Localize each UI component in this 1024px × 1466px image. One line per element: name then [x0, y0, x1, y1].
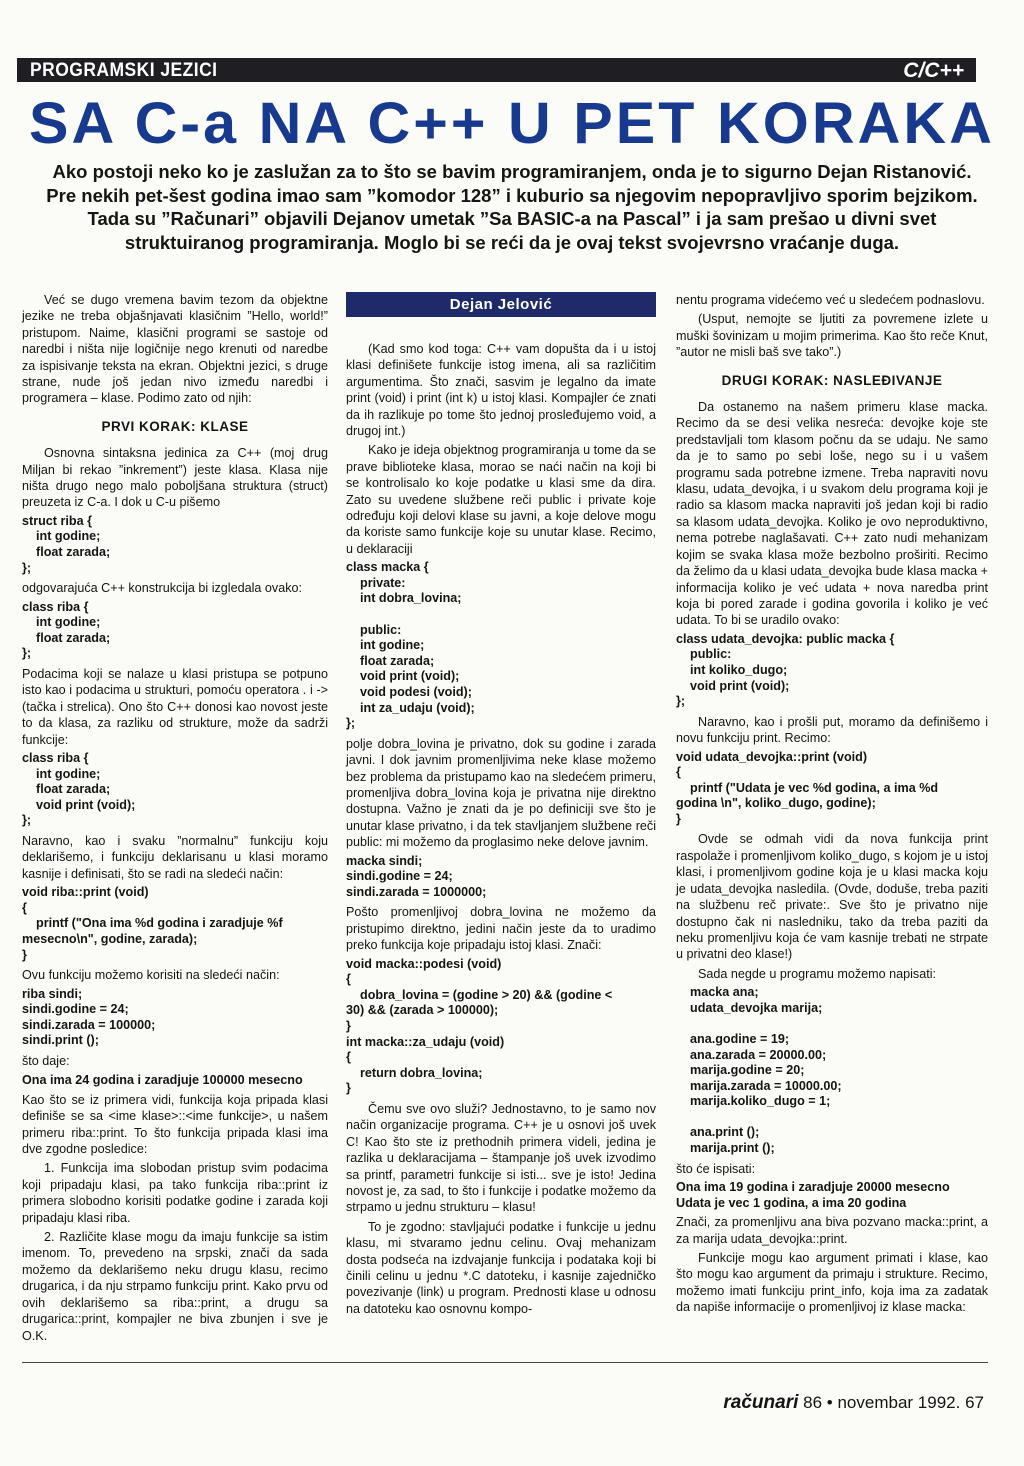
column-3 — [676, 292, 988, 1319]
code-block: void macka::podesi (void) { dobra_lovina = (godine > 20) && (godine < 30) && (zarada > 100000); } int macka::za_udaju (void) { return dobra_lovina; } — [346, 956, 613, 1096]
author-byline: Dejan Jelović — [346, 292, 656, 317]
paragraph: Naravno, kao i prošli put, moramo da definišemo i novu funkciju print. Recimo: — [676, 714, 988, 746]
column-1 — [22, 292, 328, 1347]
code-block: macka ana; udata_devojka marija; ana.godine = 19; ana.zarada = 20000.00; marija.godine = 20; marija.zarada = 10000.00; marija.koliko_dugo = 1; ana.print (); marija.print (); — [690, 985, 842, 1156]
program-output: Ona ima 24 godina i zaradjuje 100000 mesecno — [22, 1073, 303, 1088]
code-block: riba sindi; sindi.godine = 24; sindi.zarada = 100000; sindi.print (); — [22, 986, 156, 1048]
paragraph: Kako je ideja objektnog programiranja u tome da se prave biblioteke klasa, morao se naći način na koji bi se kontrolisalo ko koje podatke u klasi sme da dira. Zato su uvedene službene reči public i private koje određuju koji delovi klase su javni, a koje delove mogu da koriste samo funkcije koje su unutar klase. Recimo, u deklaraciji — [346, 443, 656, 556]
page-footer — [723, 1392, 984, 1414]
paragraph: Kao što se iz primera vidi, funkcija koja pripada klasi definiše se sa <ime klase>::<ime funkcije>, u našem primeru riba::print. To što funkcija pripada klasi ima dve zgodne posledice: — [22, 1092, 328, 1157]
paragraph: (Usput, nemojte se ljutiti za povremene izlete u muški šovinizam u mojim primerima. Kao što reče Knut, ”autor ne misli baš sve tako”.) — [676, 312, 988, 360]
program-output: Ona ima 19 godina i zaradjuje 20000 mesecno Udata je vec 1 godina, a ima 20 godina — [676, 1180, 950, 1210]
language-label: C/C++ — [903, 59, 964, 82]
code-block: class riba { int godine; float zarada; }; — [22, 599, 111, 661]
issue-number: 86 — [803, 1393, 823, 1412]
paragraph: Sada negde u programu možemo napisati: — [698, 966, 937, 981]
paragraph: nentu programa videćemo već u sledećem podnaslovu. — [676, 293, 985, 307]
paragraph: Osnovna sintaksna jedinica za C++ (moj drug Miljan bi rekao ”inkrement”) jeste klasa. Klasa nije ništa drugo nego malo poboljšana struktura (struct) preuzeta iz C-a. I dok u C-u pišemo — [22, 446, 328, 510]
code-block: void riba::print (void) { printf ("Ona ima %d godina i zaradjuje %f mesecno\n", godine, zarada); } — [22, 885, 283, 962]
paragraph: Znači, za promenljivu ana biva pozvano macka::print, a za marija udata_devojka::print. — [676, 1215, 988, 1246]
magazine-name: računari — [723, 1392, 799, 1413]
paragraph: To je zgodno: stavljajući podatke i funkcije u jednu klasu, mi stvaramo jednu celinu. Ovaj mehanizam dosta podseća na izdvajanje funkcija i podataka koji bi činili celinu u jednu *.C datoteku, i kasnije zajedničko povezivanje (link) u program. Prednosti klase u odnosu na datoteku kao osnovnu kompo- — [346, 1219, 656, 1316]
page-number: 67 — [965, 1393, 984, 1412]
paragraph: polje dobra_lovina je privatno, dok su godine i zarada javni. I dok javnim promenljivima neke klase možemo bez problema da pristupamo kao na sledećem primeru, promenljiva dobra_lovina koja je privatna nije direktno dostupna. Važno je znati da je po definiciji sve što je unutar klase privatno, i da tek stavljanjem službene reči public: mi možemo da proglasimo neke delove javnim. — [346, 736, 656, 850]
paragraph: 2. Različite klase mogu da imaju funkcije sa istim imenom. To, prevedeno na srpski, znači da sada možemo da deklarišemo neku drugu klasu, recimo drugarica, i da nju strpamo funkciju print. Kako prvu od ovih deklarišemo sa riba::print, a drugu sa drugarica::print, kompajler ne biva zbunjen i sve je O.K. — [22, 1230, 328, 1343]
paragraph: 1. Funkcija ima slobodan pristup svim podacima koji pripadaju klasi, pa tako funkcija riba::print iz primera slobodno korisiti podatke godine i zarada koji pripadaju klasi riba. — [22, 1161, 328, 1225]
paragraph: što će ispisati: — [676, 1161, 756, 1176]
paragraph: (Kad smo kod toga: C++ vam dopušta da i u istoj klasi definišete funkcije istog imena, ali sa različitim argumentima. Što znači, sasvim je legalno da imate print (void) i print (int k) u istoj klasi. Kompajler će znati da ih razlikuje po tome što jednoj prosleđujemo void, a drugoj int.) — [346, 342, 656, 439]
column-2 — [346, 292, 656, 1320]
paragraph: Funkcije mogu kao argument primati i klase, kao što mogu kao argument da primaju i strukture. Recimo, možemo imati funkciju print_info, koja ima za zadatak da napiše informacije o promenljivoj iz klase macka: — [676, 1251, 988, 1315]
subheading: PRVI KORAK: KLASE — [101, 418, 249, 434]
article-lead: Ako postoji neko ko je zaslužan za to što se bavim programiranjem, onda je to sigurno Dejan Ristanović. Pre nekih pet-šest godina imao sam ”komodor 128” i kuburio sa njegovim nepopravljivo sporim bejzikom. Tada su ”Računari” objavili Dejanov umetak ”Sa BASIC-a na Pascal” i ja sam prešao u divni svet struktuiranog programiranja. Moglo bi se reći da je ovaj tekst svojevrsno vraćanje duga. — [46, 161, 978, 253]
paragraph: što daje: — [22, 1054, 70, 1068]
paragraph: Naravno, kao i svaku ”normalnu” funkciju koju deklarišemo, i funkciju deklarisanu u klasi moramo kasnije i definisati, što se radi na sledeći način: — [22, 834, 328, 881]
code-block: struct riba { int godine; float zarada; }; — [22, 513, 111, 575]
paragraph: Već se dugo vremena bavim tezom da objektne jezike ne treba objašnjavati klasičnim ”Hello, world!” pristupom. Naime, klasični programi se sastoje od naredbi i ništa nije logičnije nego krenuti od naredbe za ispisivanje teksta na ekran. Objektni jezici, s druge strane, nude još jedan nivo između naredbi i programera – klase. Podimo zato od njih: — [22, 293, 328, 406]
code-block: class udata_devojka: public macka { public: int koliko_dugo; void print (void); }; — [676, 631, 895, 709]
code-block: macka sindi; sindi.godine = 24; sindi.zarada = 1000000; — [346, 853, 487, 899]
paragraph: odgovarajuća C++ konstrukcija bi izgledala ovako: — [22, 581, 303, 596]
code-block: class macka { private: int dobra_lovina; public: int godine; float zarada; void print (void); void podesi (void); int za_udaju (void); }; — [346, 560, 475, 731]
code-block: void udata_devojka::print (void) { printf ("Udata je vec %d godina, a ima %d godina \n", koliko_dugo, godine); } — [676, 749, 939, 826]
paragraph: Ovde se odmah vidi da nova funkcija print raspolaže i promenljivom koliko_dugo, s kojom je u istoj klasi, i promenljivom godine koja je u klasi macka koju je udata_devojka nasledila. (Ovde, doduše, treba paziti na službenu reč private:. Sve što je privatno nije dostupno čak ni nasledniku, tako da treba paziti da neku promenljivu koja će vam kasnije trebati ne strpate u privatni deo klase!) — [676, 832, 988, 962]
paragraph: Pošto promenljivoj dobra_lovina ne možemo da pristupimo direktno, jedini način jeste da to uradimo preko funkcija koje pripadaju istoj klasi. Znači: — [346, 905, 656, 953]
section-label: PROGRAMSKI JEZICI — [30, 60, 218, 81]
code-block: class riba { int godine; float zarada; void print (void); }; — [22, 751, 136, 828]
issue-date: novembar 1992. — [837, 1393, 961, 1412]
subheading: DRUGI KORAK: NASLEĐIVANJE — [721, 372, 943, 388]
bullet: • — [826, 1393, 833, 1412]
footer-rule — [22, 1362, 988, 1363]
paragraph: Ovu funkciju možemo korisiti na sledeći način: — [22, 968, 280, 983]
paragraph: Čemu sve ovo služi? Jednostavno, to je samo nov način organizacije programa. C++ je u osnovi još uvek C! Kao što ste iz prethodnih primera videli, jedina je razlika u deklaracijama – štampanje još uvek izvodimo sa printf, parametri funkcije si isti... sve je isto! Jedina novost je, za sad, to što i funkcije i podatke možemo da strpamo u jednu strukturu – klasu! — [346, 1102, 656, 1215]
article-title: SA C-a NA C++ U PET KORAKA — [28, 91, 995, 156]
paragraph: Da ostanemo na našem primeru klase macka. Recimo da se desi velika nesreća: devojke koje ste predstavljali tom klasom počnu da se udaju. Ne samo da je to samo po sebi loše, nego su i u vašem programu sada potrebne izmene. Treba napraviti novu klasu, udata_devojka, i u svakom delu programa koji je radio sa klasom macka napraviti još jedan koji bi radio sa klasom udata_devojka. Koliko je ovo neproduktivno, nema potrebe naglašavati. C++ zato nudi mehanizam kojim se svaka klasa može bezbolno proširiti. Recimo da želimo da u klasi udata_devojka bude klasa macka + informacija koliko je već udata + nova naredba print koja bi pored zarade i godina govorila i koliko je već udata. To bi se uradilo ovako: — [676, 400, 988, 628]
paragraph: Podacima koji se nalaze u klasi pristupa se potpuno isto kao i podacima u strukturi, pomoću operatora . i -> (tačka i strelica). Ono što C++ donosi kao novost jeste to da klasa, za razliku od strukture, može da sadrži funkcije: — [22, 667, 328, 747]
